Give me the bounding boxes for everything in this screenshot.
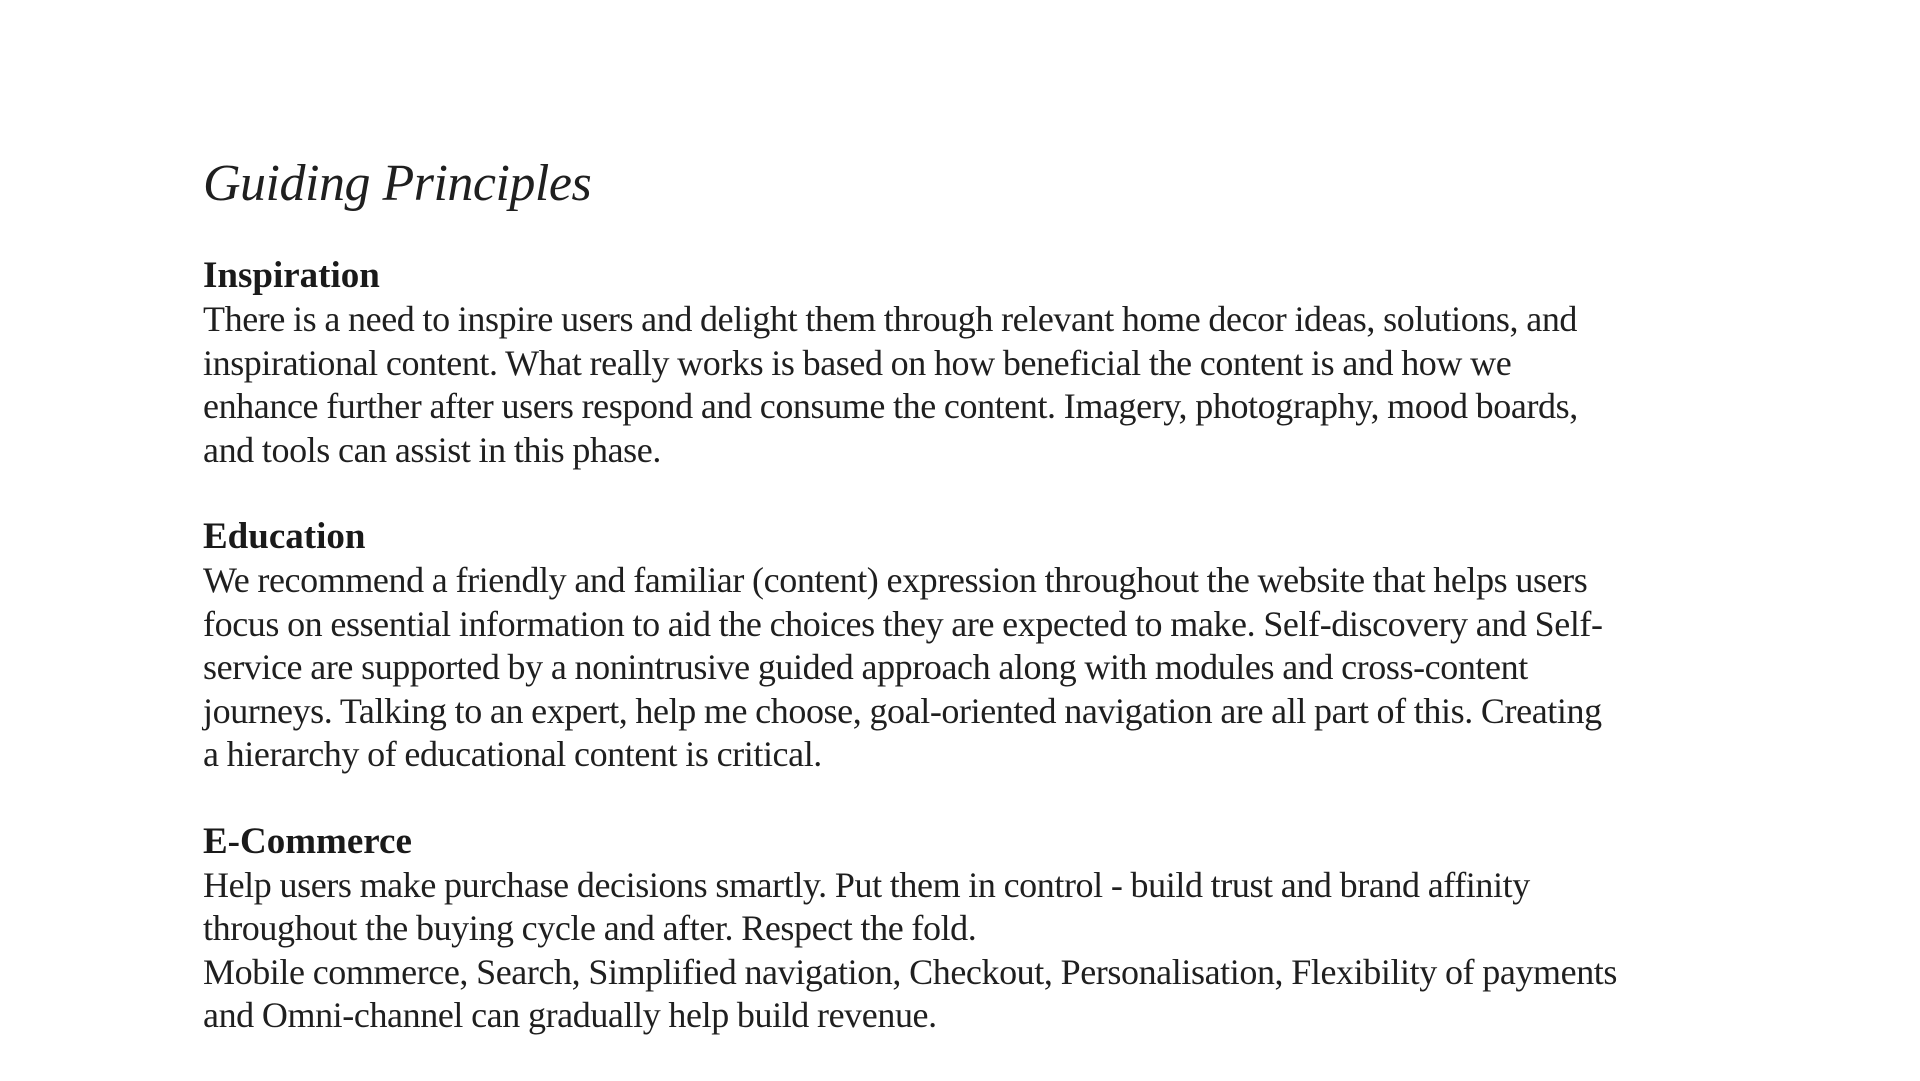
- section-ecommerce: [203, 820, 1623, 1038]
- section-heading-inspiration: Inspiration: [203, 255, 380, 296]
- section-body-ecommerce-2: Mobile commerce, Search, Simplified navigation, Checkout, Personalisation, Flexibility of payments and Omni-channel can gradually help build revenue.: [203, 951, 1618, 1035]
- section-body-ecommerce-1: Help users make purchase decisions smartly. Put them in control - build trust and brand affinity throughout the buying cycle and after. Respect the fold.: [203, 864, 1530, 948]
- document-content: [203, 150, 1623, 1081]
- section-body-education: We recommend a friendly and familiar (content) expression throughout the website that helps users focus on essential information to aid the choices they are expected to make. Self-discovery and Self-service are supported by a nonintrusive guided approach along with modules and cross-content journeys. Talking to an expert, help me choose, goal-oriented navigation are all part of this. Creating a hierarchy of educational content is critical.: [203, 560, 1603, 774]
- section-heading-ecommerce: E-Commerce: [203, 820, 412, 862]
- section-education: [203, 515, 1623, 777]
- page-title: Guiding Principles: [203, 155, 592, 212]
- section-inspiration: [203, 254, 1623, 472]
- section-heading-education: Education: [203, 516, 366, 557]
- section-body-inspiration: There is a need to inspire users and delight them through relevant home decor ideas, solutions, and inspirational content. What really works is based on how beneficial the content is and how we enhance further after users respond and consume the content. Imagery, photography, mood boards, and tools can assist in this phase.: [203, 299, 1578, 470]
